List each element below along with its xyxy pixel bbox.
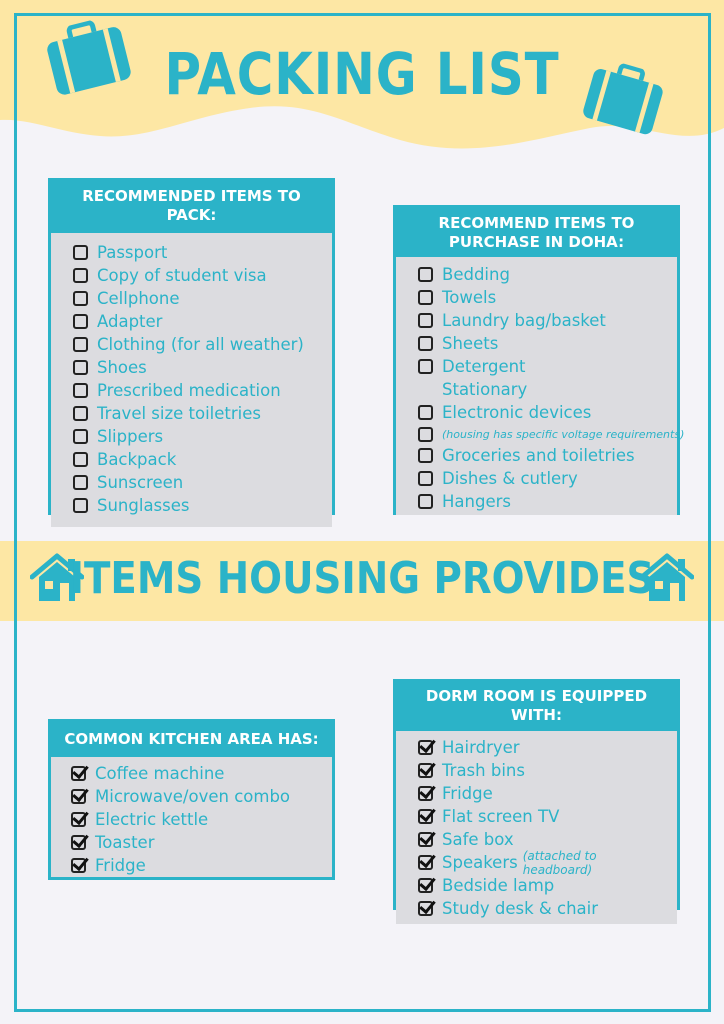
list-item: Laundry bag/basket xyxy=(418,309,667,332)
list-item: Bedding xyxy=(418,263,667,286)
list-item: Clothing (for all weather) xyxy=(73,333,322,356)
checkbox[interactable] xyxy=(73,314,88,329)
purchase-list xyxy=(396,257,685,515)
list-item: Passport xyxy=(73,241,322,264)
pack-header: RECOMMENDED ITEMS TO PACK: xyxy=(82,187,301,224)
purchase-panel xyxy=(393,205,685,515)
voltage-note: (housing has specific voltage requirements) xyxy=(442,427,685,441)
checkbox-checked[interactable] xyxy=(418,786,433,801)
checkbox[interactable] xyxy=(418,267,433,282)
checkbox-checked[interactable] xyxy=(71,858,86,873)
kitchen-panel xyxy=(48,719,335,880)
list-item: Microwave/oven combo xyxy=(71,785,322,808)
checkbox[interactable] xyxy=(73,406,88,421)
list-item: Copy of student visa xyxy=(73,264,322,287)
dorm-panel xyxy=(393,679,680,918)
list-item: Backpack xyxy=(73,448,322,471)
kitchen-header: COMMON KITCHEN AREA HAS: xyxy=(64,730,319,748)
checkbox-checked[interactable] xyxy=(418,878,433,893)
list-item: Prescribed medication xyxy=(73,379,322,402)
checkbox-checked[interactable] xyxy=(418,832,433,847)
housing-banner-title: ITEMS HOUSING PROVIDES xyxy=(69,553,655,604)
checkbox-checked[interactable] xyxy=(71,812,86,827)
checkbox[interactable] xyxy=(73,429,88,444)
list-item: Bedside lamp xyxy=(418,874,667,897)
list-item: Slippers xyxy=(73,425,322,448)
list-item: Groceries and toiletries xyxy=(418,444,667,467)
list-item: Dishes & cutlery xyxy=(418,467,667,490)
list-item: Cellphone xyxy=(73,287,322,310)
list-item: Detergent xyxy=(418,355,667,378)
list-item: Hairdryer xyxy=(418,736,667,759)
checkbox[interactable] xyxy=(73,360,88,375)
list-item: Sunscreen xyxy=(73,471,322,494)
checkbox[interactable] xyxy=(418,448,433,463)
list-item: Coffee machine xyxy=(71,762,322,785)
checkbox[interactable] xyxy=(418,336,433,351)
checkbox[interactable] xyxy=(73,383,88,398)
list-item: Towels xyxy=(418,286,667,309)
list-item: Fridge xyxy=(418,782,667,805)
checkbox[interactable] xyxy=(73,452,88,467)
checkbox-checked[interactable] xyxy=(418,901,433,916)
purchase-header xyxy=(396,208,677,257)
checkbox[interactable] xyxy=(73,291,88,306)
checkbox-checked[interactable] xyxy=(418,855,433,870)
list-item: Electric kettle xyxy=(71,808,322,831)
list-item: Study desk & chair xyxy=(418,897,667,920)
list-item: Flat screen TV xyxy=(418,805,667,828)
page-title: PACKING LIST xyxy=(164,40,560,108)
list-item: Shoes xyxy=(73,356,322,379)
pack-panel xyxy=(48,178,335,515)
list-item: Electronic devices xyxy=(418,401,667,424)
checkbox-checked[interactable] xyxy=(418,809,433,824)
list-item: Safe box xyxy=(418,828,667,851)
pack-list xyxy=(51,233,332,527)
checkbox[interactable] xyxy=(73,245,88,260)
checkbox[interactable] xyxy=(418,359,433,374)
checkbox[interactable] xyxy=(418,494,433,509)
checkbox-checked[interactable] xyxy=(418,740,433,755)
checkbox[interactable] xyxy=(418,471,433,486)
list-item: Fridge xyxy=(71,854,322,877)
list-item: Hangers xyxy=(418,490,667,513)
dorm-header: DORM ROOM IS EQUIPPED WITH: xyxy=(425,687,648,724)
kitchen-list xyxy=(51,757,332,877)
dorm-list xyxy=(396,731,677,924)
list-item: Adapter xyxy=(73,310,322,333)
list-item xyxy=(418,424,685,444)
checkbox-checked[interactable] xyxy=(71,766,86,781)
list-item: Sunglasses xyxy=(73,494,322,517)
list-item: Travel size toiletries xyxy=(73,402,322,425)
purchase-header-line2: PURCHASE IN DOHA: xyxy=(448,233,625,251)
checkbox[interactable] xyxy=(73,268,88,283)
list-item: Sheets xyxy=(418,332,667,355)
list-item: Stationary xyxy=(442,380,528,399)
speakers-note: (attached to headboard) xyxy=(522,848,597,877)
list-item: Toaster xyxy=(71,831,322,854)
list-item: Speakers (attached to headboard) xyxy=(418,851,667,874)
checkbox-checked[interactable] xyxy=(71,789,86,804)
checkbox[interactable] xyxy=(73,475,88,490)
checkbox[interactable] xyxy=(418,290,433,305)
checkbox[interactable] xyxy=(418,313,433,328)
checkbox[interactable] xyxy=(418,405,433,420)
checkbox[interactable] xyxy=(73,337,88,352)
checkbox[interactable] xyxy=(73,498,88,513)
purchase-header-line1: RECOMMEND ITEMS TO xyxy=(438,214,635,232)
checkbox[interactable] xyxy=(418,427,433,442)
checkbox-checked[interactable] xyxy=(418,763,433,778)
list-item: Trash bins xyxy=(418,759,667,782)
checkbox-checked[interactable] xyxy=(71,835,86,850)
